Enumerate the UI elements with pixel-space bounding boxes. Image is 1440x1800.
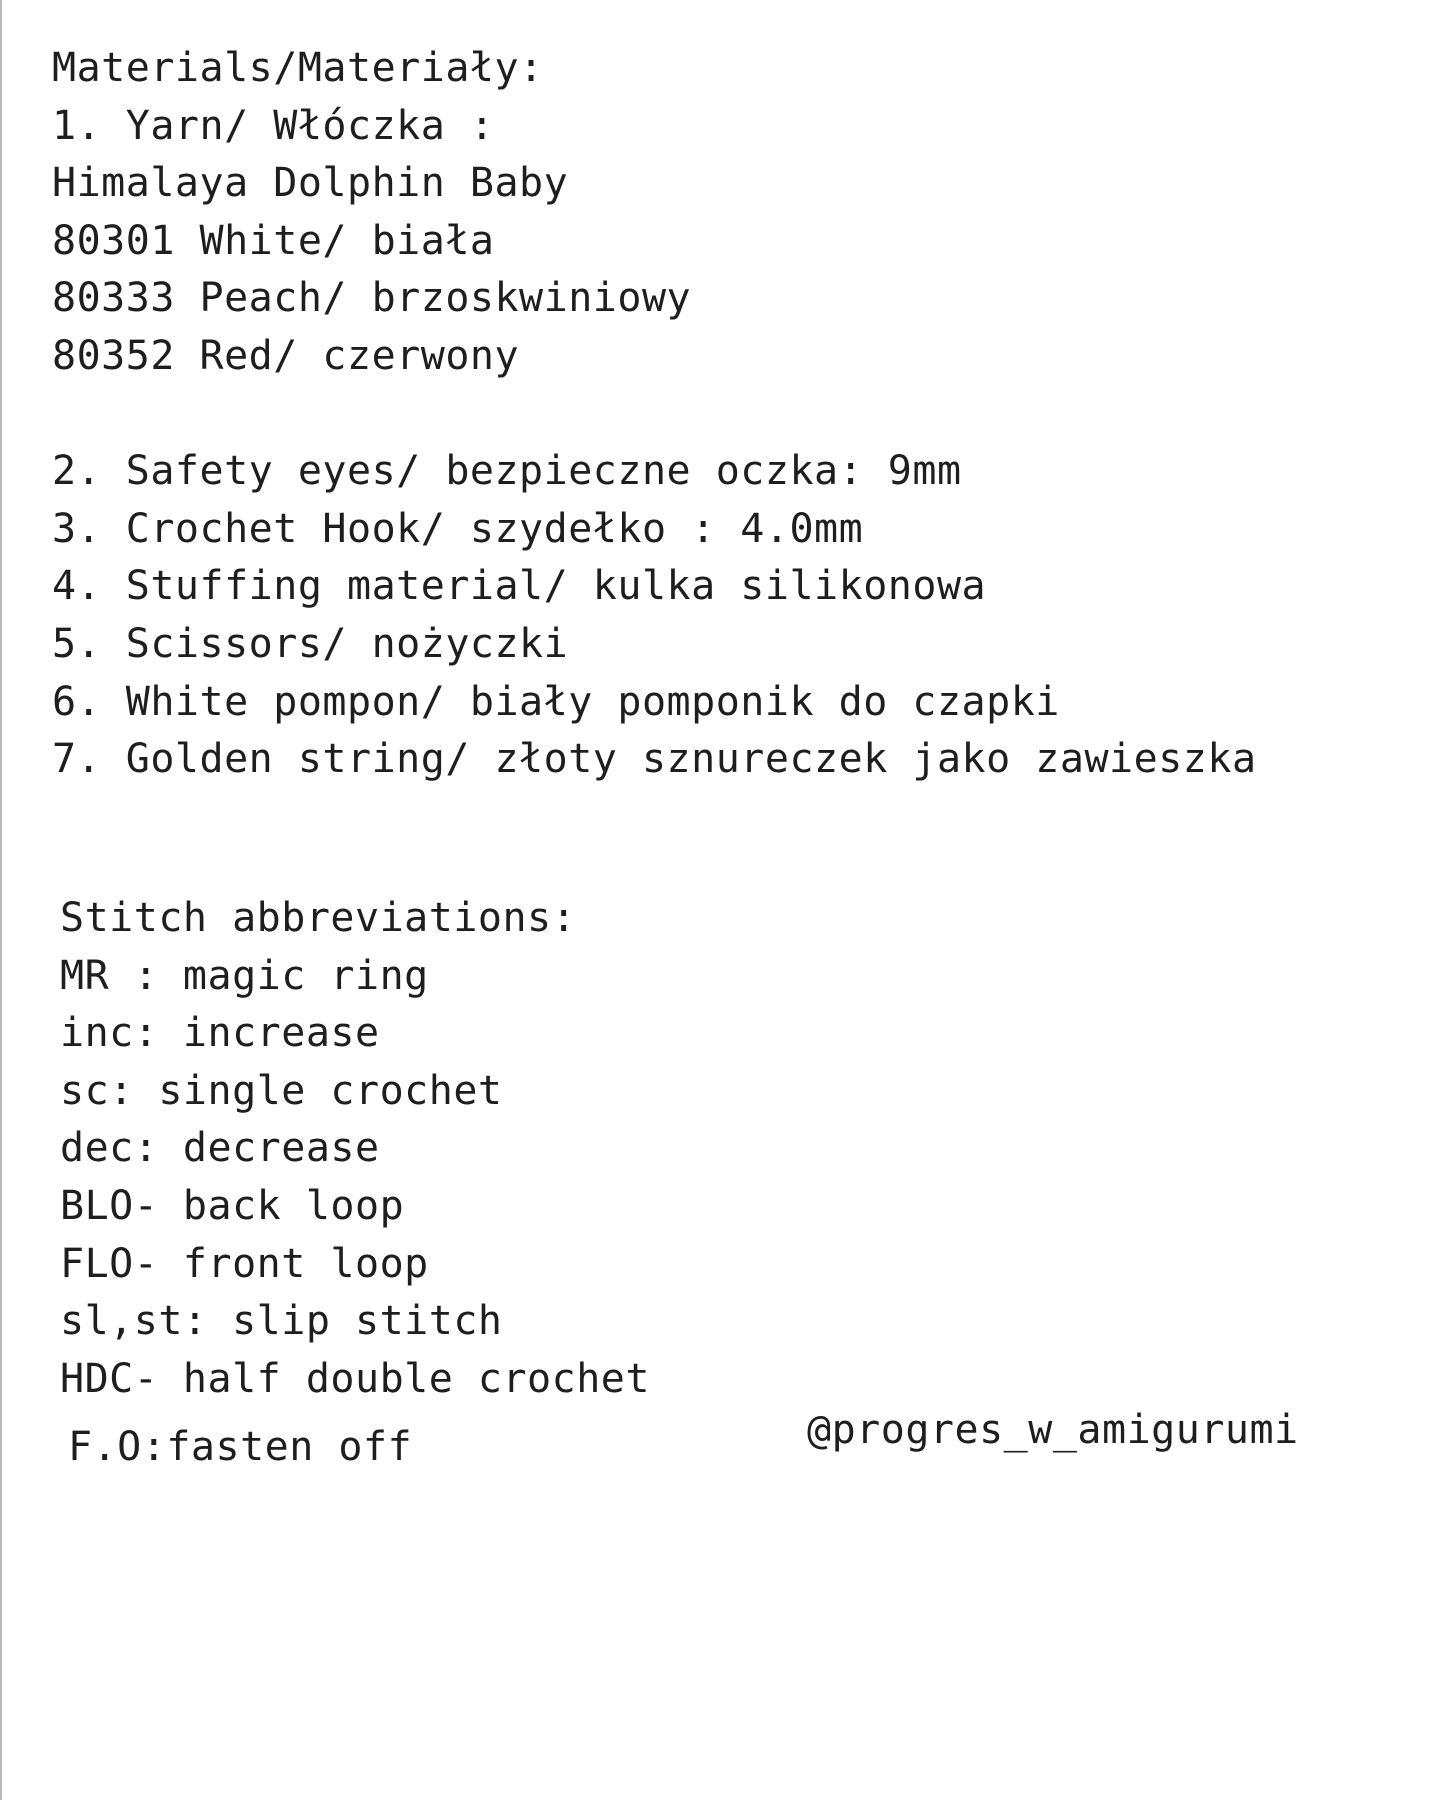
stitch-abbreviations-section <box>60 890 650 1408</box>
material-item: 3. Crochet Hook/ szydełko : 4.0mm <box>52 505 864 552</box>
material-line: 80301 White/ biała <box>52 217 495 264</box>
material-line: 80352 Red/ czerwony <box>52 332 520 379</box>
left-edge-rule <box>0 0 2 1800</box>
stitch-line: sl,st: slip stitch <box>60 1298 503 1345</box>
author-handle: @progres_w_amigurumi <box>807 1407 1299 1453</box>
stitch-line: inc: increase <box>60 1010 380 1057</box>
stitch-line: HDC- half double crochet <box>60 1355 650 1402</box>
material-item: 2. Safety eyes/ bezpieczne oczka: 9mm <box>52 448 962 495</box>
stitch-line: sc: single crochet <box>60 1067 503 1114</box>
materials-section <box>52 40 1257 789</box>
material-item: 5. Scissors/ nożyczki <box>52 620 569 667</box>
fasten-off-line: F.O:fasten off <box>68 1424 413 1470</box>
stitches-title: Stitch abbreviations: <box>60 895 577 941</box>
spacer <box>52 386 1257 444</box>
material-item: 4. Stuffing material/ kulka silikonowa <box>52 563 987 610</box>
stitch-line: dec: decrease <box>60 1125 380 1172</box>
material-line: Himalaya Dolphin Baby <box>52 160 569 207</box>
material-line: 1. Yarn/ Włóczka : <box>52 102 495 149</box>
materials-title: Materials/Materiały: <box>52 45 544 91</box>
stitch-line: BLO- back loop <box>60 1182 405 1229</box>
stitch-line: FLO- front loop <box>60 1240 429 1287</box>
material-item: 7. Golden string/ złoty sznureczek jako zawieszka <box>52 736 1257 783</box>
material-item: 6. White pompon/ biały pomponik do czapki <box>52 678 1060 725</box>
material-line: 80333 Peach/ brzoskwiniowy <box>52 275 692 322</box>
stitch-line: MR : magic ring <box>60 952 429 999</box>
